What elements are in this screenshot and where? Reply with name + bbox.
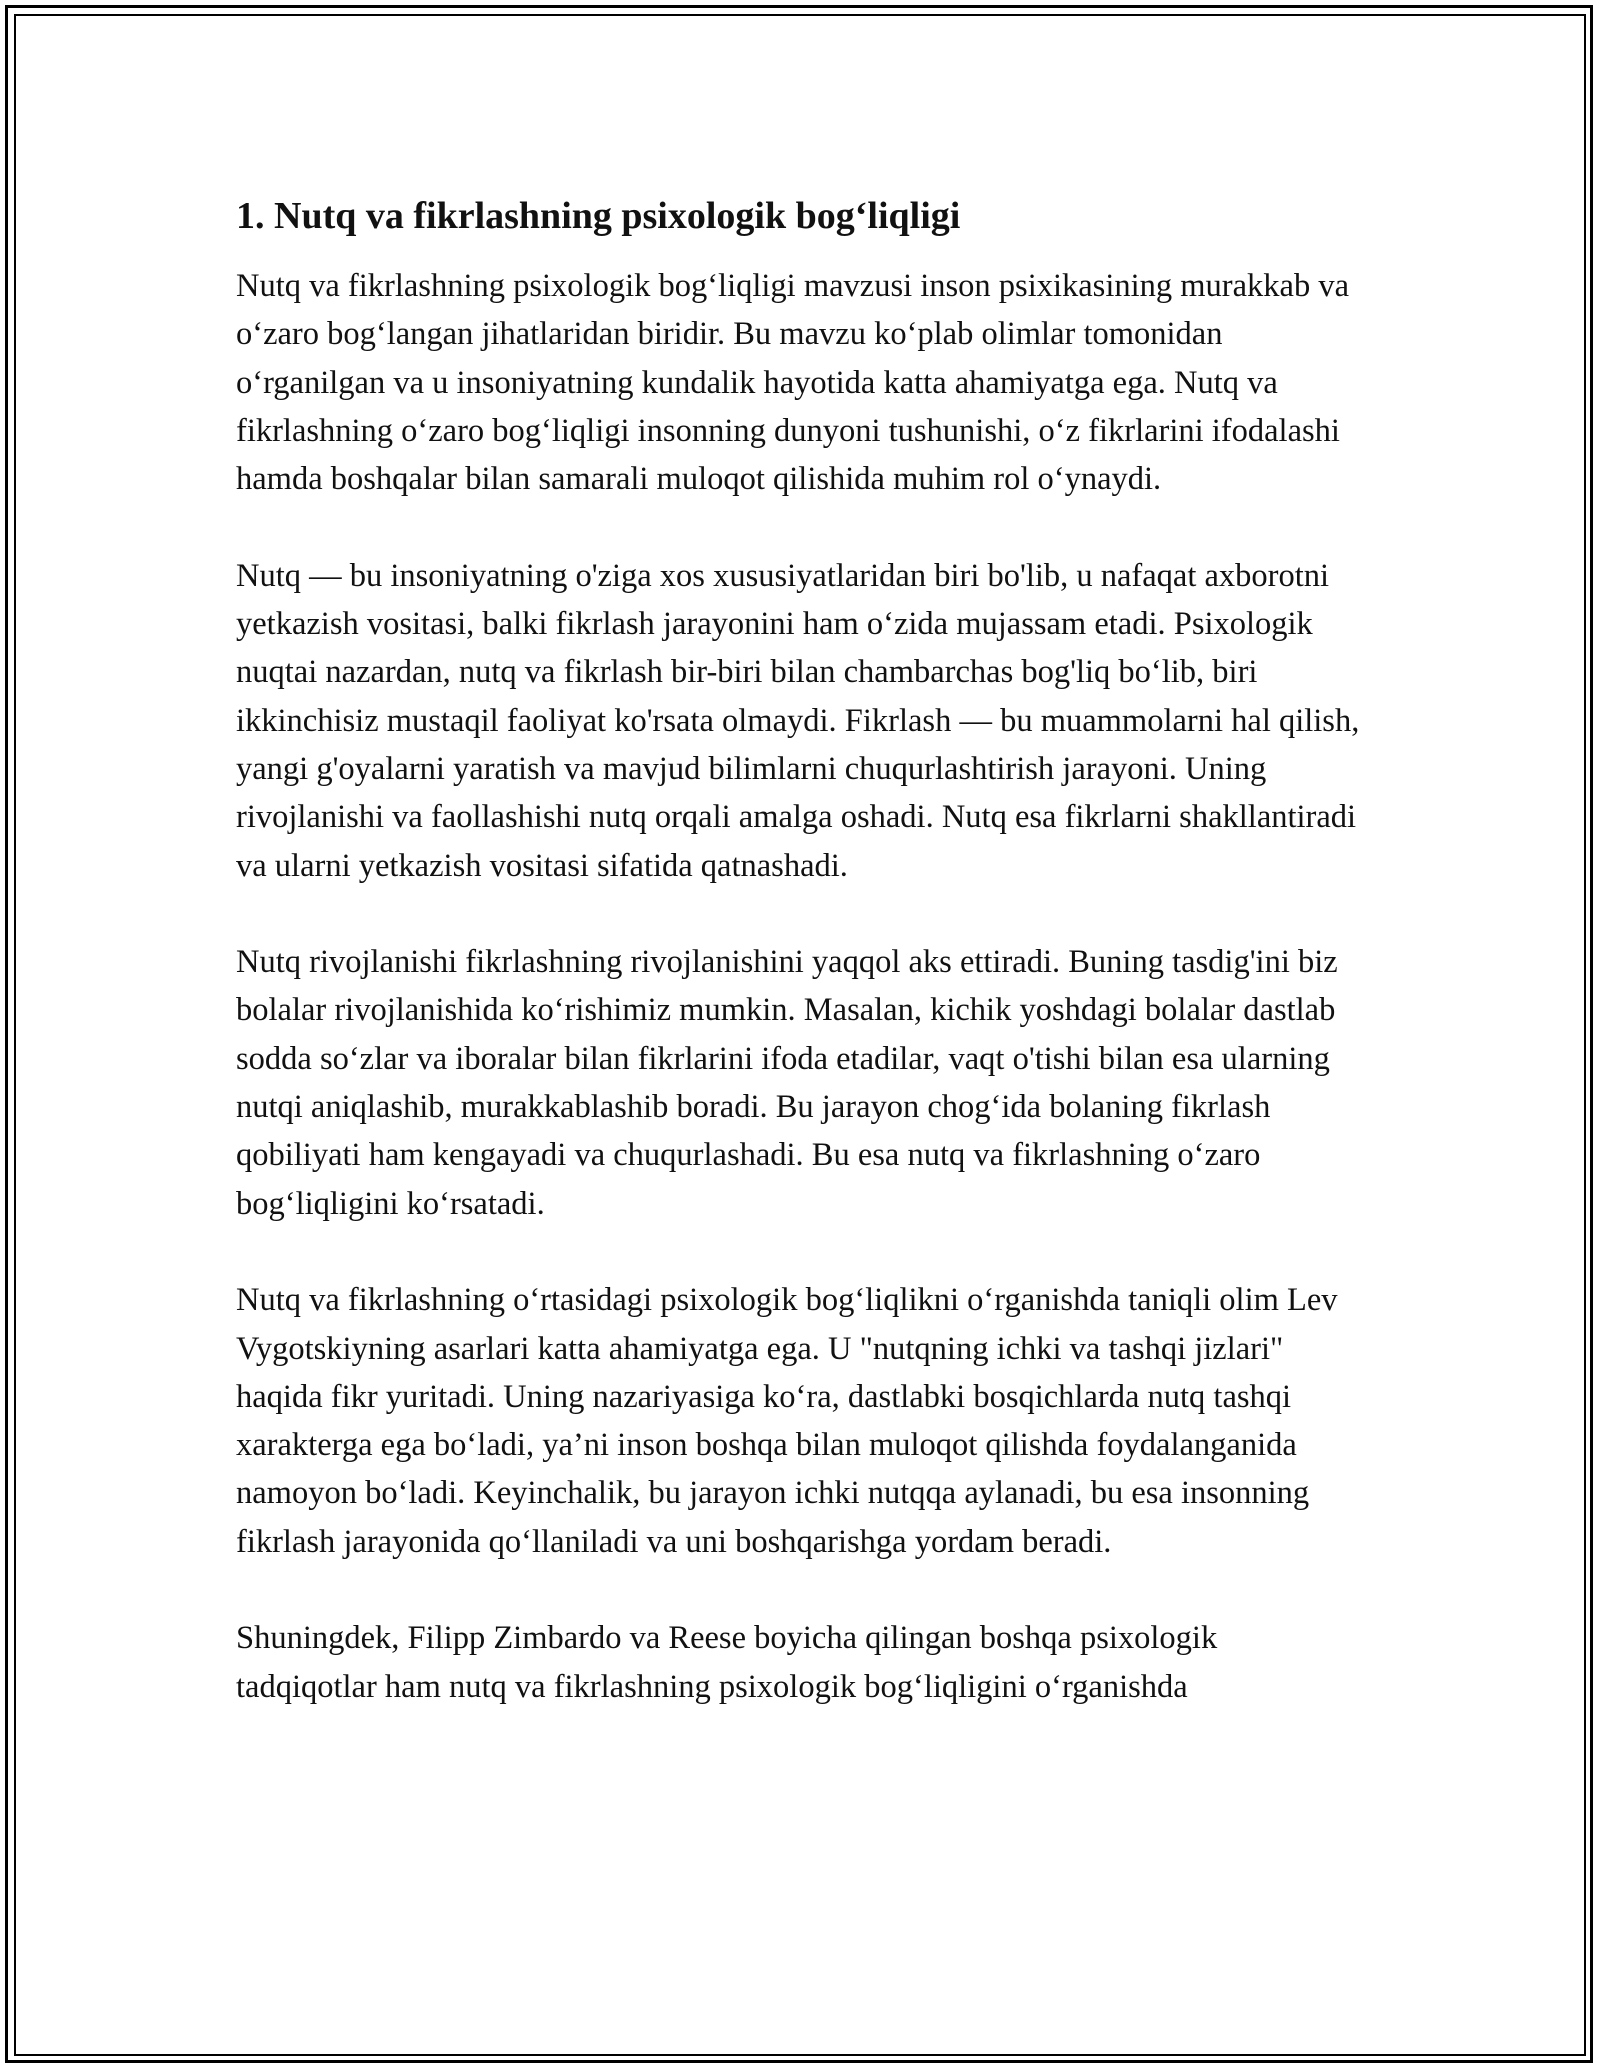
paragraph-4: Nutq va fikrlashning o‘rtasidagi psixologik bog‘liqlikni o‘rganishda taniqli olim Lev Vygotskiyning asarlari katta ahamiyatga ega. U "nutqning ichki va tashqi jizlari" haqida fikr yuritadi. Uning nazariyasiga ko‘ra, dastlabki bosqichlarda nutq tashqi xarakterga ega bo‘ladi, ya’ni inson boshqa bilan muloqot qilishda foydalanganida namoyon bo‘ladi. Keyinchalik, bu jarayon ichki nutqqa aylanadi, bu esa insonning fikrlash jarayonida qo‘llaniladi va uni boshqarishga yordam beradi. <box>236 1282 1338 1560</box>
section-heading: 1. Nutq va fikrlashning psixologik bog‘liqligi <box>236 195 961 237</box>
document-content <box>236 188 1366 1759</box>
paragraph-5: Shuningdek, Filipp Zimbardo va Reese boyicha qilingan boshqa psixologik tadqiqotlar ham nutq va fikrlashning psixologik bog‘liqligini o‘rganishda <box>236 1620 1218 1705</box>
paragraph-3: Nutq rivojlanishi fikrlashning rivojlanishini yaqqol aks ettiradi. Buning tasdig'ini biz bolalar rivojlanishida ko‘rishimiz mumkin. Masalan, kichik yoshdagi bolalar dastlab sodda so‘zlar va iboralar bilan fikrlarini ifoda etadilar, vaqt o'tishi bilan esa ularning nutqi aniqlashib, murakkablashib boradi. Bu jarayon chog‘ida bolaning fikrlash qobiliyati ham kengayadi va chuqurlashadi. Bu esa nutq va fikrlashning o‘zaro bog‘liqligini ko‘rsatadi. <box>236 944 1338 1222</box>
paragraph-2: Nutq — bu insoniyatning o'ziga xos xususiyatlaridan biri bo'lib, u nafaqat axborotni yetkazish vositasi, balki fikrlash jarayonini ham o‘zida mujassam etadi. Psixologik nuqtai nazardan, nutq va fikrlash bir-biri bilan chambarchas bog'liq bo‘lib, biri ikkinchisiz mustaqil faoliyat ko'rsata olmaydi. Fikrlash — bu muammolarni hal qilish, yangi g'oyalarni yaratish va mavjud bilimlarni chuqurlashtirish jarayoni. Uning rivojlanishi va faollashishi nutq orqali amalga oshadi. Nutq esa fikrlarni shakllantiradi va ularni yetkazish vositasi sifatida qatnashadi. <box>236 557 1360 884</box>
paragraph-1: Nutq va fikrlashning psixologik bog‘liqligi mavzusi inson psixikasining murakkab va o‘zaro bog‘langan jihatlaridan biridir. Bu mavzu ko‘plab olimlar tomonidan o‘rganilgan va u insoniyatning kundalik hayotida katta ahamiyatga ega. Nutq va fikrlashning o‘zaro bog‘liqligi insonning dunyoni tushunishi, o‘z fikrlarini ifodalashi hamda boshqalar bilan samarali muloqot qilishida muhim rol o‘ynaydi. <box>236 268 1350 498</box>
